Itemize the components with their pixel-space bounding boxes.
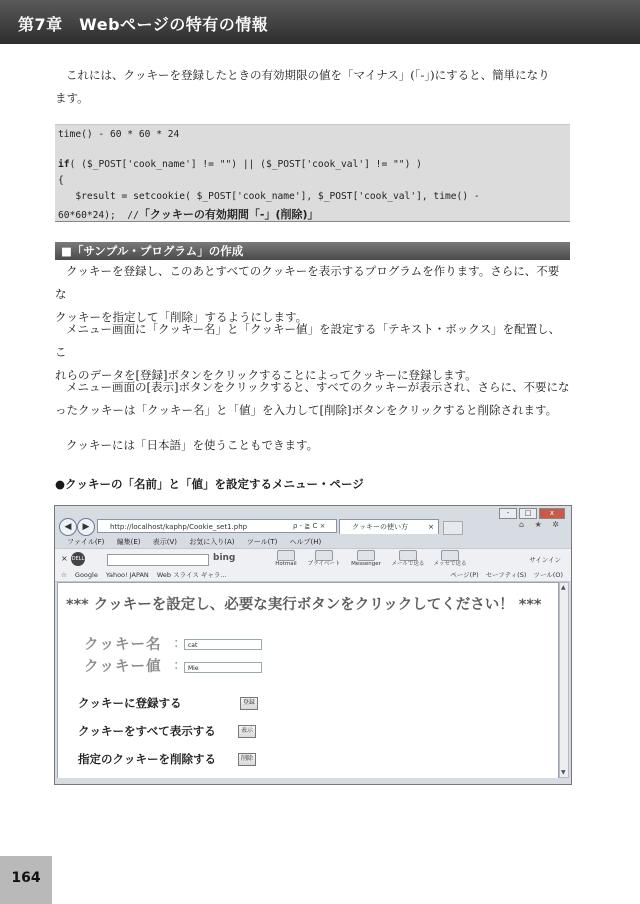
messenger-icon	[357, 550, 375, 561]
menu-help[interactable]: ヘルプ(H)	[289, 538, 322, 546]
menu-view[interactable]: 表示(V)	[152, 538, 177, 546]
chapter-title: 第7章 Webページの特有の情報	[18, 15, 269, 34]
search-toolbar	[55, 548, 571, 570]
body-paragraph	[55, 434, 570, 457]
code-line: time() - 60 * 60 * 24	[58, 129, 180, 140]
scroll-up-icon[interactable]: ▲	[561, 584, 566, 591]
close-button[interactable]: x	[539, 508, 565, 519]
private-icon	[315, 550, 333, 561]
back-button[interactable]: ◀	[59, 518, 77, 536]
body-line: メニュー画面に「クッキー名」と「クッキー値」を設定する「テキスト・ボックス」を配置し、こ	[55, 322, 561, 359]
chat-icon	[441, 550, 459, 561]
cookie-name-label: クッキー名	[84, 637, 162, 653]
section-heading: ■「サンプル・プログラム」の作成	[55, 242, 570, 260]
body-line: れらのデータを[登録]ボタンをクリックすることによってクッキーに登録します。	[55, 368, 477, 382]
tab-close-icon[interactable]: ×	[428, 523, 434, 531]
forward-button[interactable]: ▶	[77, 518, 95, 536]
star-icon[interactable]: ☆	[61, 571, 67, 579]
body-line: ったクッキーは「クッキー名」と「値」を入力して[削除]ボタンをクリックすると削除されます。	[55, 403, 558, 417]
show-button[interactable]: 表示	[238, 725, 256, 738]
menu-edit[interactable]: 編集(E)	[116, 538, 141, 546]
menu-file[interactable]: ファイル(F)	[67, 538, 105, 546]
code-keyword: if	[58, 159, 70, 170]
address-tools[interactable]: ρ - ≧ C ×	[293, 522, 326, 530]
status-strip	[55, 778, 571, 784]
mail-icon	[277, 550, 295, 561]
intro-paragraph	[55, 64, 570, 110]
page-number: 164	[0, 856, 52, 904]
maximize-button[interactable]: □	[519, 508, 537, 519]
body-line: メニュー画面の[表示]ボタンをクリックすると、すべてのクッキーが表示され、さらに、不要にな	[66, 380, 570, 394]
intro-line: これには、クッキーを登録したときの有効期限の値を「マイナス」(「-」)にすると、簡単になり	[66, 68, 550, 82]
colon: :	[174, 658, 179, 673]
browser-tab[interactable]	[339, 519, 439, 534]
code-comment: 「クッキーの有効期間「-」(削除)」	[138, 208, 319, 221]
envelope-icon	[399, 550, 417, 561]
signin-link[interactable]: サインイン	[529, 556, 561, 564]
toolbar-search-input[interactable]	[107, 554, 209, 566]
chapter-header	[0, 0, 640, 44]
tools-menu[interactable]: ツール(O)	[533, 571, 563, 579]
browser-screenshot	[54, 505, 572, 785]
hotmail-button[interactable]	[269, 550, 303, 568]
messenger-label: Messenger	[351, 561, 381, 567]
code-line	[58, 206, 319, 222]
favorite-webslice[interactable]: Web スライス ギャラ...	[156, 571, 227, 579]
menu-favorites[interactable]: お気に入り(A)	[189, 538, 235, 546]
register-label: クッキーに登録する	[78, 696, 182, 710]
menu-bar	[55, 536, 571, 548]
minimize-button[interactable]: -	[499, 508, 517, 519]
new-tab-button[interactable]	[443, 521, 463, 535]
figure-caption: ●クッキーの「名前」と「値」を設定するメニュー・ページ	[55, 477, 364, 491]
body-line: クッキーには「日本語」を使うこともできます。	[66, 438, 319, 452]
favorite-google[interactable]: Google	[74, 571, 98, 579]
favorite-yahoo[interactable]: Yahoo! JAPAN	[105, 571, 149, 579]
toolbar-close-icon[interactable]: ×	[61, 554, 68, 563]
vertical-scrollbar[interactable]	[559, 582, 569, 778]
bing-logo[interactable]: bing	[213, 553, 236, 563]
cookie-value-label: クッキー値	[84, 659, 162, 675]
code-text: 60*60*24); //	[58, 210, 139, 221]
menu-tools[interactable]: ツール(T)	[246, 538, 278, 546]
send-mail-label: メールで送る	[391, 561, 425, 567]
cookie-name-input[interactable]: cat	[184, 639, 262, 650]
body-line: クッキーを指定して「削除」するようにします。	[55, 310, 308, 324]
code-text: ( ($_POST['cook_name'] != "") || ($_POST['cook_val'] != "") )	[69, 159, 422, 170]
hotmail-label: Hotmail	[275, 561, 297, 567]
intro-line: ます。	[55, 91, 89, 105]
messenger-button[interactable]	[349, 550, 383, 568]
tab-title: クッキーの使い方	[352, 523, 408, 531]
private-button[interactable]	[307, 550, 341, 568]
body-line: クッキーを登録し、このあとすべてのクッキーを表示するプログラムを作ります。さらに、不要な	[55, 264, 560, 301]
cookie-value-input[interactable]: Mie	[184, 662, 262, 673]
code-line: {	[58, 175, 64, 186]
page-heading: *** クッキーを設定し、必要な実行ボタンをクリックしてください！ ***	[66, 597, 542, 613]
address-bar[interactable]: http://localhost/kaphp/Cookie_set1.php	[97, 519, 337, 533]
delete-button[interactable]: 削除	[238, 753, 256, 766]
private-label: プライベート	[307, 561, 341, 567]
safety-menu[interactable]: セーフティ(S)	[485, 571, 527, 579]
page-menu[interactable]: ページ(P)	[450, 571, 479, 579]
delete-label: 指定のクッキーを削除する	[78, 752, 216, 766]
send-mail-button[interactable]	[391, 550, 425, 568]
colon: :	[174, 636, 179, 651]
show-all-label: クッキーをすべて表示する	[78, 724, 216, 738]
body-paragraph	[55, 376, 570, 422]
home-favorites-tools-icons[interactable]: ⌂ ★ ✲	[518, 520, 563, 529]
send-messenger-button[interactable]	[433, 550, 467, 568]
page-content	[57, 582, 559, 780]
navigation-row	[55, 518, 571, 536]
dell-logo-icon: DELL	[71, 552, 85, 566]
favorites-bar	[55, 569, 571, 582]
register-button[interactable]: 登録	[240, 697, 258, 710]
code-line: $result = setcookie( $_POST['cook_name'], $_POST['cook_val'], time() -	[58, 191, 480, 202]
send-messenger-label: メッセで送る	[433, 561, 467, 567]
code-line	[58, 159, 422, 170]
code-block	[55, 124, 570, 222]
scroll-down-icon[interactable]: ▼	[561, 769, 566, 776]
